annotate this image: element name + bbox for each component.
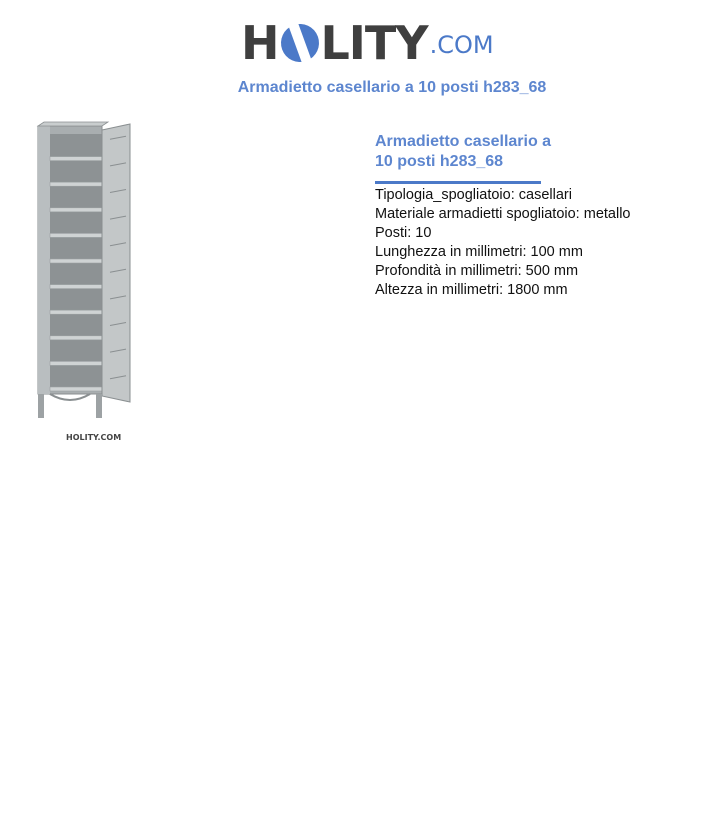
locker-shelf <box>50 285 102 289</box>
locker-shelf <box>50 233 102 237</box>
product-heading <box>375 132 575 172</box>
locker-shelf <box>50 310 102 314</box>
spec-altezza: Altezza in millimetri: 1800 mm <box>375 282 568 298</box>
locker-shelf <box>50 208 102 212</box>
page-title: Armadietto casellario a 10 posti h283_68 <box>237 79 547 96</box>
spec-posti: Posti: 10 <box>375 225 432 241</box>
locker-shelf <box>50 361 102 365</box>
heading-divider <box>375 181 541 184</box>
spec-tipologia: Tipologia_spogliatoio: casellari <box>375 187 572 203</box>
spec-profondita: Profondità in millimetri: 500 mm <box>375 263 579 279</box>
logo-suffix: .COM <box>429 31 494 59</box>
locker-shelf <box>50 387 102 391</box>
holity-logo[interactable] <box>241 10 494 68</box>
spec-lunghezza: Lunghezza in millimetri: 100 mm <box>375 244 583 260</box>
product-heading-line1: Armadietto casellario a <box>375 133 552 150</box>
product-heading-line2: 10 posti h283_68 <box>375 153 504 170</box>
product-specs <box>375 186 705 300</box>
logo-wordmark <box>241 18 428 68</box>
image-watermark: HOLITY.COM <box>66 433 122 442</box>
logo-text-lity: LITY <box>320 16 428 70</box>
locker-shelf <box>50 182 102 186</box>
locker-shelf <box>50 157 102 161</box>
logo-text-h: H <box>241 16 279 70</box>
spec-materiale: Materiale armadietti spogliatoio: metallo <box>375 206 631 222</box>
logo-o-icon <box>275 19 324 68</box>
locker-shelf <box>50 259 102 263</box>
product-image[interactable] <box>30 120 140 445</box>
locker-shelf <box>50 336 102 340</box>
locker-illustration <box>30 120 140 445</box>
